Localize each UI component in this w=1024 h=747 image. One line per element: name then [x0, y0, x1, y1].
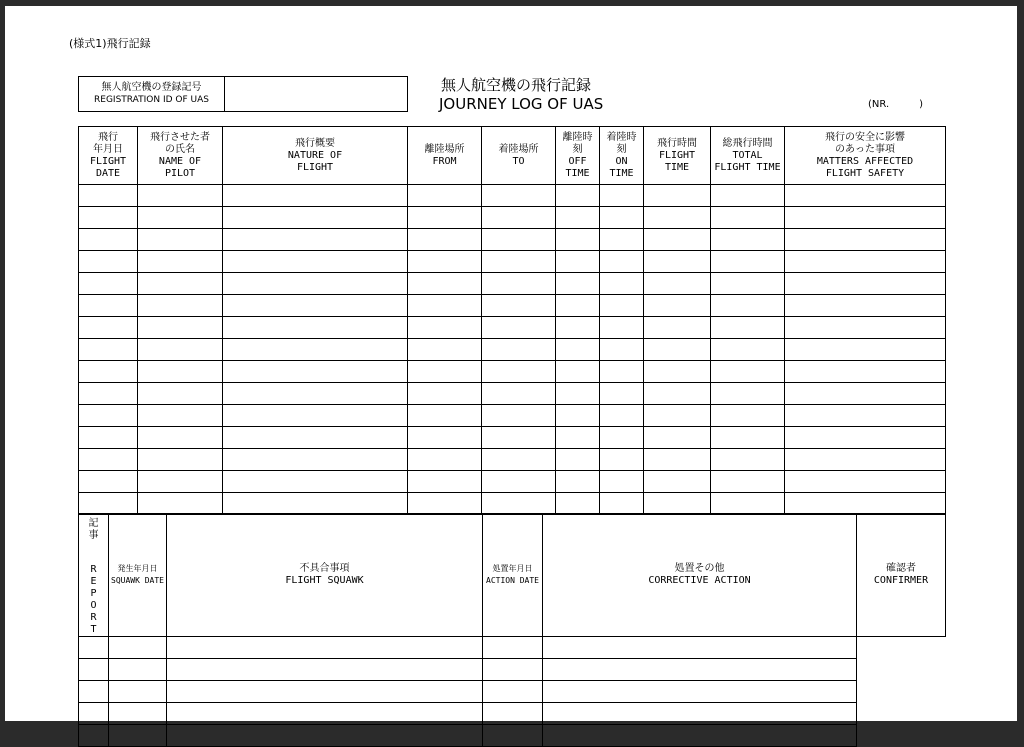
report-side-en-4: R: [90, 612, 97, 623]
journey-row-cell[interactable]: [79, 405, 138, 427]
journey_table-header-5-line: TIME: [565, 167, 590, 179]
report_table-header-3: [543, 514, 857, 637]
journey-row-cell[interactable]: [785, 295, 946, 317]
journey_table-header-2: [223, 127, 408, 185]
journey-row-cell[interactable]: [644, 251, 711, 273]
report-row-cell[interactable]: [109, 681, 167, 703]
journey-row-cell[interactable]: [785, 471, 946, 493]
journey-row-cell[interactable]: [600, 383, 644, 405]
journey_table-header-1-line: 飛行させた者: [150, 131, 210, 143]
journey_table-header-0: [79, 127, 138, 185]
journey-row-cell[interactable]: [138, 427, 223, 449]
journey-row-cell[interactable]: [79, 207, 138, 229]
journey-row-cell[interactable]: [785, 361, 946, 383]
journey-row: [79, 449, 946, 471]
journey_table-header-3: [408, 127, 482, 185]
report-row-cell[interactable]: [109, 659, 167, 681]
journey-row-cell[interactable]: [556, 207, 600, 229]
journey-row-cell[interactable]: [482, 251, 556, 273]
journey-row-cell[interactable]: [600, 405, 644, 427]
journey-row: [79, 273, 946, 295]
journey-row-cell[interactable]: [785, 383, 946, 405]
journey-row-cell[interactable]: [644, 471, 711, 493]
report-row-cell[interactable]: [483, 703, 543, 725]
journey-row-cell[interactable]: [408, 339, 482, 361]
journey-row-cell[interactable]: [408, 405, 482, 427]
registration-label-en: REGISTRATION ID OF UAS: [94, 95, 209, 105]
journey-row-cell[interactable]: [482, 273, 556, 295]
journey_table-header-3-line: FROM: [432, 155, 457, 167]
report-row-cell[interactable]: [483, 725, 543, 747]
journey-row-cell[interactable]: [482, 427, 556, 449]
report-row-cell[interactable]: [543, 659, 857, 681]
journey-row-cell[interactable]: [408, 493, 482, 515]
journey-row-cell[interactable]: [138, 207, 223, 229]
form-id-label: (様式1)飛行記録: [69, 37, 151, 50]
journey-row-cell[interactable]: [223, 493, 408, 515]
journey-row-cell[interactable]: [711, 383, 785, 405]
journey-row-cell[interactable]: [644, 229, 711, 251]
journey-row-cell[interactable]: [785, 339, 946, 361]
journey-row-cell[interactable]: [408, 273, 482, 295]
journey-row-cell[interactable]: [556, 317, 600, 339]
journey-row-cell[interactable]: [644, 273, 711, 295]
journey_table-header-5: [556, 127, 600, 185]
report-row: [79, 725, 946, 747]
journey-row-cell[interactable]: [785, 449, 946, 471]
journey_table-header-9-line: FLIGHT SAFETY: [825, 167, 905, 179]
journey-row: [79, 493, 946, 515]
journey-row-cell[interactable]: [223, 317, 408, 339]
journey-row-cell[interactable]: [482, 449, 556, 471]
journey-row-cell[interactable]: [556, 295, 600, 317]
journey-row-cell[interactable]: [644, 207, 711, 229]
title-ja: 無人航空機の飛行記録: [441, 76, 592, 94]
journey-row-cell[interactable]: [785, 273, 946, 295]
journey_table-header-8: [711, 127, 785, 185]
journey_table-header-1: [138, 127, 223, 185]
journey-row-cell[interactable]: [482, 317, 556, 339]
report-side-en-3: O: [90, 600, 97, 611]
journey-row-cell[interactable]: [482, 295, 556, 317]
journey_table-header-9-line: 飛行の安全に影響: [825, 131, 905, 143]
journey-row-cell[interactable]: [408, 449, 482, 471]
journey-row-cell[interactable]: [644, 449, 711, 471]
registration-label-ja: 無人航空機の登録記号: [101, 82, 202, 93]
report-row-cell[interactable]: [543, 703, 857, 725]
journey-row-cell[interactable]: [711, 229, 785, 251]
journey_table-header-9-line: のあった事項: [835, 143, 895, 155]
registration-box: [78, 76, 408, 112]
journey-row-cell[interactable]: [223, 361, 408, 383]
journey-row-cell[interactable]: [138, 449, 223, 471]
report-table: [78, 513, 946, 747]
journey-row-cell[interactable]: [79, 339, 138, 361]
report_table-header-4-line: 確認者: [886, 563, 916, 574]
journey-row-cell[interactable]: [482, 383, 556, 405]
journey-row: [79, 295, 946, 317]
journey-row-cell[interactable]: [79, 251, 138, 273]
journey-row-cell[interactable]: [556, 427, 600, 449]
journey_table-header-0-line: DATE: [95, 167, 121, 179]
journey-row-cell[interactable]: [644, 295, 711, 317]
report-row-cell[interactable]: [483, 659, 543, 681]
journey-row-cell[interactable]: [79, 493, 138, 515]
journey-row-cell[interactable]: [785, 251, 946, 273]
report-row-cell[interactable]: [79, 703, 109, 725]
journey-row-cell[interactable]: [79, 383, 138, 405]
form-page: [5, 6, 1017, 721]
journey-row-cell[interactable]: [785, 427, 946, 449]
report_table-header-4: [857, 514, 946, 637]
journey_table-header-1-line: の氏名: [165, 143, 195, 155]
journey_table-header-8-line: FLIGHT TIME: [714, 161, 781, 173]
journey-header-row: [79, 127, 946, 185]
report-side-en-5: T: [90, 624, 97, 635]
journey-row-cell[interactable]: [138, 493, 223, 515]
journey-row-cell[interactable]: [556, 273, 600, 295]
journey-row-cell[interactable]: [600, 207, 644, 229]
journey_table-header-3-line: 離陸場所: [424, 143, 465, 155]
document-title: [439, 76, 603, 114]
journey-row-cell[interactable]: [138, 317, 223, 339]
journey_table-header-1-line: NAME OF: [158, 155, 202, 167]
journey-row-cell[interactable]: [482, 405, 556, 427]
journey_table-header-2-line: FLIGHT: [296, 161, 334, 173]
journey-row-cell[interactable]: [644, 317, 711, 339]
journey_table-header-5-line: 刻: [572, 143, 583, 155]
journey-row-cell[interactable]: [223, 339, 408, 361]
journey-row-cell[interactable]: [408, 229, 482, 251]
journey-row: [79, 317, 946, 339]
report_table-header-1: [167, 514, 483, 637]
report_table-header-1-line: 不具合事項: [299, 563, 350, 574]
journey-row: [79, 207, 946, 229]
journey-row-cell[interactable]: [408, 185, 482, 207]
journey_table-header-9-line: MATTERS AFFECTED: [816, 155, 914, 167]
report_table-header-0: [109, 514, 167, 637]
nr-number-label: (NR. ): [868, 99, 924, 110]
journey-row-cell[interactable]: [79, 361, 138, 383]
journey-row-cell[interactable]: [644, 383, 711, 405]
journey-row: [79, 251, 946, 273]
journey-row-cell[interactable]: [556, 229, 600, 251]
journey-row-cell[interactable]: [482, 361, 556, 383]
title-en: JOURNEY LOG OF UAS: [439, 95, 604, 113]
report-row-cell[interactable]: [543, 681, 857, 703]
report-row-cell[interactable]: [167, 703, 483, 725]
journey-row-cell[interactable]: [785, 317, 946, 339]
report-row-cell[interactable]: [543, 637, 857, 659]
journey-row-cell[interactable]: [711, 471, 785, 493]
journey-row-cell[interactable]: [138, 185, 223, 207]
report-row-cell[interactable]: [79, 681, 109, 703]
journey-row-cell[interactable]: [600, 449, 644, 471]
journey-row-cell[interactable]: [79, 185, 138, 207]
journey-row-cell[interactable]: [711, 493, 785, 515]
report_table-header-0-line: SQUAWK DATE: [111, 576, 164, 585]
journey-row-cell[interactable]: [711, 317, 785, 339]
report-row: [79, 681, 946, 703]
journey_table-header-0-line: FLIGHT: [89, 155, 127, 167]
journey-row-cell[interactable]: [408, 383, 482, 405]
journey-row-cell[interactable]: [711, 427, 785, 449]
journey-row-cell[interactable]: [223, 405, 408, 427]
journey-row-cell[interactable]: [644, 185, 711, 207]
report-header-row: [79, 514, 946, 637]
journey_table-header-8-line: 総飛行時間: [722, 137, 773, 149]
journey-row-cell[interactable]: [138, 229, 223, 251]
journey-row-cell[interactable]: [482, 229, 556, 251]
journey-row-cell[interactable]: [223, 449, 408, 471]
journey-row-cell[interactable]: [600, 427, 644, 449]
journey-row-cell[interactable]: [408, 207, 482, 229]
journey-row-cell[interactable]: [138, 273, 223, 295]
journey-row-cell[interactable]: [556, 339, 600, 361]
journey-row-cell[interactable]: [223, 383, 408, 405]
journey-row-cell[interactable]: [138, 339, 223, 361]
report-row-cell[interactable]: [167, 659, 483, 681]
journey_table-header-6-line: ON: [615, 155, 628, 167]
journey-row-cell[interactable]: [556, 449, 600, 471]
journey-row-cell[interactable]: [223, 295, 408, 317]
journey-row-cell[interactable]: [223, 185, 408, 207]
journey-row-cell[interactable]: [408, 471, 482, 493]
journey-row-cell[interactable]: [711, 449, 785, 471]
journey_table-header-6-line: TIME: [609, 167, 634, 179]
journey-row: [79, 383, 946, 405]
journey_table-header-7-line: FLIGHT: [658, 149, 696, 161]
report-row-cell[interactable]: [79, 659, 109, 681]
journey-row-cell[interactable]: [644, 405, 711, 427]
journey-row-cell[interactable]: [79, 471, 138, 493]
journey-row: [79, 471, 946, 493]
journey-row-cell[interactable]: [482, 339, 556, 361]
journey_table-header-7-line: 飛行時間: [657, 137, 697, 149]
journey-row-cell[interactable]: [482, 493, 556, 515]
journey-row-cell[interactable]: [785, 185, 946, 207]
journey_table-header-5-line: OFF: [568, 155, 587, 167]
journey-row-cell[interactable]: [482, 207, 556, 229]
journey-row-cell[interactable]: [223, 251, 408, 273]
report-row-cell[interactable]: [167, 681, 483, 703]
report-row-cell[interactable]: [167, 725, 483, 747]
report-row-cell[interactable]: [483, 681, 543, 703]
journey-row-cell[interactable]: [711, 207, 785, 229]
journey-row-cell[interactable]: [223, 207, 408, 229]
journey-row-cell[interactable]: [600, 361, 644, 383]
report_table-header-1-line: FLIGHT SQUAWK: [285, 575, 364, 586]
journey_table-header-0-line: 飛行: [98, 131, 118, 143]
journey-row-cell[interactable]: [556, 383, 600, 405]
report-row-cell[interactable]: [79, 637, 109, 659]
journey_table-header-8-line: TOTAL: [732, 149, 763, 161]
journey_table-header-6: [600, 127, 644, 185]
report-side-ja-1: 事: [88, 530, 99, 541]
journey_table-header-7-line: TIME: [664, 161, 690, 173]
journey-row-cell[interactable]: [711, 405, 785, 427]
journey-row-cell[interactable]: [138, 405, 223, 427]
journey-row: [79, 361, 946, 383]
report_table-header-4-line: CONFIRMER: [873, 575, 929, 586]
report_table-header-2-line: ACTION DATE: [486, 576, 539, 585]
journey_table-header-4-line: TO: [512, 155, 525, 167]
report-side-en-2: P: [90, 588, 97, 599]
journey-row-cell[interactable]: [223, 471, 408, 493]
journey-row-cell[interactable]: [600, 295, 644, 317]
journey_table-header-4-line: 着陸場所: [498, 143, 539, 155]
report-row: [79, 659, 946, 681]
registration-id-field[interactable]: [225, 77, 407, 111]
journey-row-cell[interactable]: [556, 471, 600, 493]
journey-row-cell[interactable]: [408, 361, 482, 383]
journey-row-cell[interactable]: [556, 361, 600, 383]
journey-row-cell[interactable]: [600, 185, 644, 207]
journey-log-table: [78, 126, 946, 515]
journey-row-cell[interactable]: [223, 229, 408, 251]
report_table-header-2-line: 処置年月日: [492, 564, 533, 573]
journey_table-header-2-line: 飛行概要: [295, 137, 335, 149]
journey-row-cell[interactable]: [600, 229, 644, 251]
journey-row-cell[interactable]: [79, 449, 138, 471]
report_table-header-3-line: 処置その他: [674, 563, 725, 574]
journey-row-cell[interactable]: [138, 251, 223, 273]
journey-row-cell[interactable]: [644, 339, 711, 361]
journey-row-cell[interactable]: [223, 427, 408, 449]
journey_table-header-0-line: 年月日: [93, 143, 123, 155]
report_table-header-0-line: 発生年月日: [117, 564, 158, 573]
journey-row-cell[interactable]: [138, 295, 223, 317]
journey-row-cell[interactable]: [223, 273, 408, 295]
report-row: [79, 703, 946, 725]
journey-row-cell[interactable]: [79, 229, 138, 251]
journey-row-cell[interactable]: [138, 471, 223, 493]
journey-row: [79, 229, 946, 251]
journey_table-header-6-line: 着陸時: [606, 131, 637, 143]
journey-row-cell[interactable]: [711, 251, 785, 273]
journey-row-cell[interactable]: [482, 185, 556, 207]
journey-row-cell[interactable]: [482, 471, 556, 493]
journey_table-header-5-line: 離陸時: [562, 131, 593, 143]
report-row-cell[interactable]: [109, 637, 167, 659]
journey-row-cell[interactable]: [600, 339, 644, 361]
journey-row-cell[interactable]: [408, 295, 482, 317]
journey-row-cell[interactable]: [711, 295, 785, 317]
journey-row-cell[interactable]: [785, 493, 946, 515]
journey-row-cell[interactable]: [785, 207, 946, 229]
journey-row-cell[interactable]: [408, 251, 482, 273]
report-side-en-1: E: [90, 576, 97, 587]
journey-row-cell[interactable]: [79, 273, 138, 295]
report-side-label: [79, 514, 109, 637]
registration-label: [79, 77, 225, 111]
journey-row-cell[interactable]: [408, 427, 482, 449]
journey-row-cell[interactable]: [408, 317, 482, 339]
journey-row: [79, 339, 946, 361]
journey-row: [79, 185, 946, 207]
report-row-cell[interactable]: [543, 725, 857, 747]
journey_table-header-9: [785, 127, 946, 185]
journey-row-cell[interactable]: [644, 427, 711, 449]
journey-row-cell[interactable]: [556, 185, 600, 207]
journey-row-cell[interactable]: [644, 493, 711, 515]
journey-row: [79, 427, 946, 449]
journey-row-cell[interactable]: [138, 383, 223, 405]
journey-row-cell[interactable]: [556, 405, 600, 427]
journey-row-cell[interactable]: [600, 317, 644, 339]
journey_table-header-4: [482, 127, 556, 185]
journey-row-cell[interactable]: [644, 361, 711, 383]
journey_table-header-7: [644, 127, 711, 185]
journey-row-cell[interactable]: [785, 405, 946, 427]
journey_table-header-2-line: NATURE OF: [287, 149, 343, 161]
journey-row-cell[interactable]: [600, 493, 644, 515]
journey-row-cell[interactable]: [785, 229, 946, 251]
report-row-cell[interactable]: [79, 725, 109, 747]
journey-row-cell[interactable]: [711, 361, 785, 383]
report-row-cell[interactable]: [167, 637, 483, 659]
journey_table-header-1-line: PILOT: [164, 167, 196, 179]
journey-row: [79, 405, 946, 427]
journey-row-cell[interactable]: [711, 185, 785, 207]
journey-row-cell[interactable]: [79, 295, 138, 317]
journey-row-cell[interactable]: [600, 471, 644, 493]
report-row-cell[interactable]: [109, 703, 167, 725]
report-row-cell[interactable]: [109, 725, 167, 747]
report-side-ja-0: 記: [88, 518, 99, 529]
report_table-header-3-line: CORRECTIVE ACTION: [648, 575, 751, 586]
journey_table-header-6-line: 刻: [616, 143, 627, 155]
report-row-cell[interactable]: [483, 637, 543, 659]
report_table-header-2: [483, 514, 543, 637]
journey-row-cell[interactable]: [138, 361, 223, 383]
journey-row-cell[interactable]: [711, 273, 785, 295]
journey-row-cell[interactable]: [711, 339, 785, 361]
report-row: [79, 637, 946, 659]
journey-row-cell[interactable]: [556, 251, 600, 273]
journey-row-cell[interactable]: [79, 317, 138, 339]
journey-row-cell[interactable]: [556, 493, 600, 515]
journey-row-cell[interactable]: [600, 273, 644, 295]
journey-row-cell[interactable]: [600, 251, 644, 273]
report-side-en-0: R: [90, 564, 97, 575]
journey-row-cell[interactable]: [79, 427, 138, 449]
